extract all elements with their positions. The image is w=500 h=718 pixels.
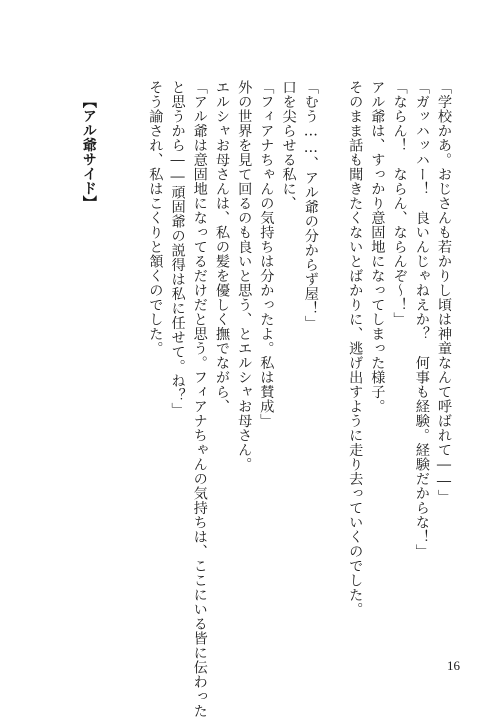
page-number: 16 [447,658,460,673]
text-line: 外の世界を見て回るのも良いと思う、とエルシャお母さん。 [236,80,253,472]
text-line: そのまま話も聞きたくないとばかりに、逃げ出すように走り去っていくのでした。 [347,80,364,617]
blank-line [322,80,344,640]
text-line: 「フィアナちゃんの気持ちは分かったよ。私は賛成」 [258,80,275,428]
text-line: 「ならん！ ならん、ならんぞ～！」 [391,80,408,327]
text-line: と思うから――頑固爺の説得は私に任せて。ね？」 [169,80,186,418]
text-line: 「学校かあ。おじさんも若かりし頃は神童なんて呼ばれて――」 [436,80,452,505]
text-line: 「むう……、アル爺の分からず屋！」 [302,80,319,331]
text-line: エルシャお母さんは、私の髪を優しく撫でながら、 [213,80,230,414]
blank-line [100,80,122,640]
text-line: 口を尖らせる私に、 [280,80,297,211]
blank-line [122,80,144,640]
section-heading: 【アル爺サイド】 [80,94,97,210]
text-line: 「ガッハッハー！ 良いんじゃねえか？ 何事も経験。経験だからな！」 [413,80,430,559]
text-line: 「アル爺は意固地になってるだけだと思う。フィアナちゃんの気持ちは、ここにいる皆に伝わった [191,80,208,718]
text-line: アル爺は、すっかり意固地になってしまった様子。 [369,80,386,414]
text-line: そう諭され、私はこくりと頷くのでした。 [147,80,164,356]
